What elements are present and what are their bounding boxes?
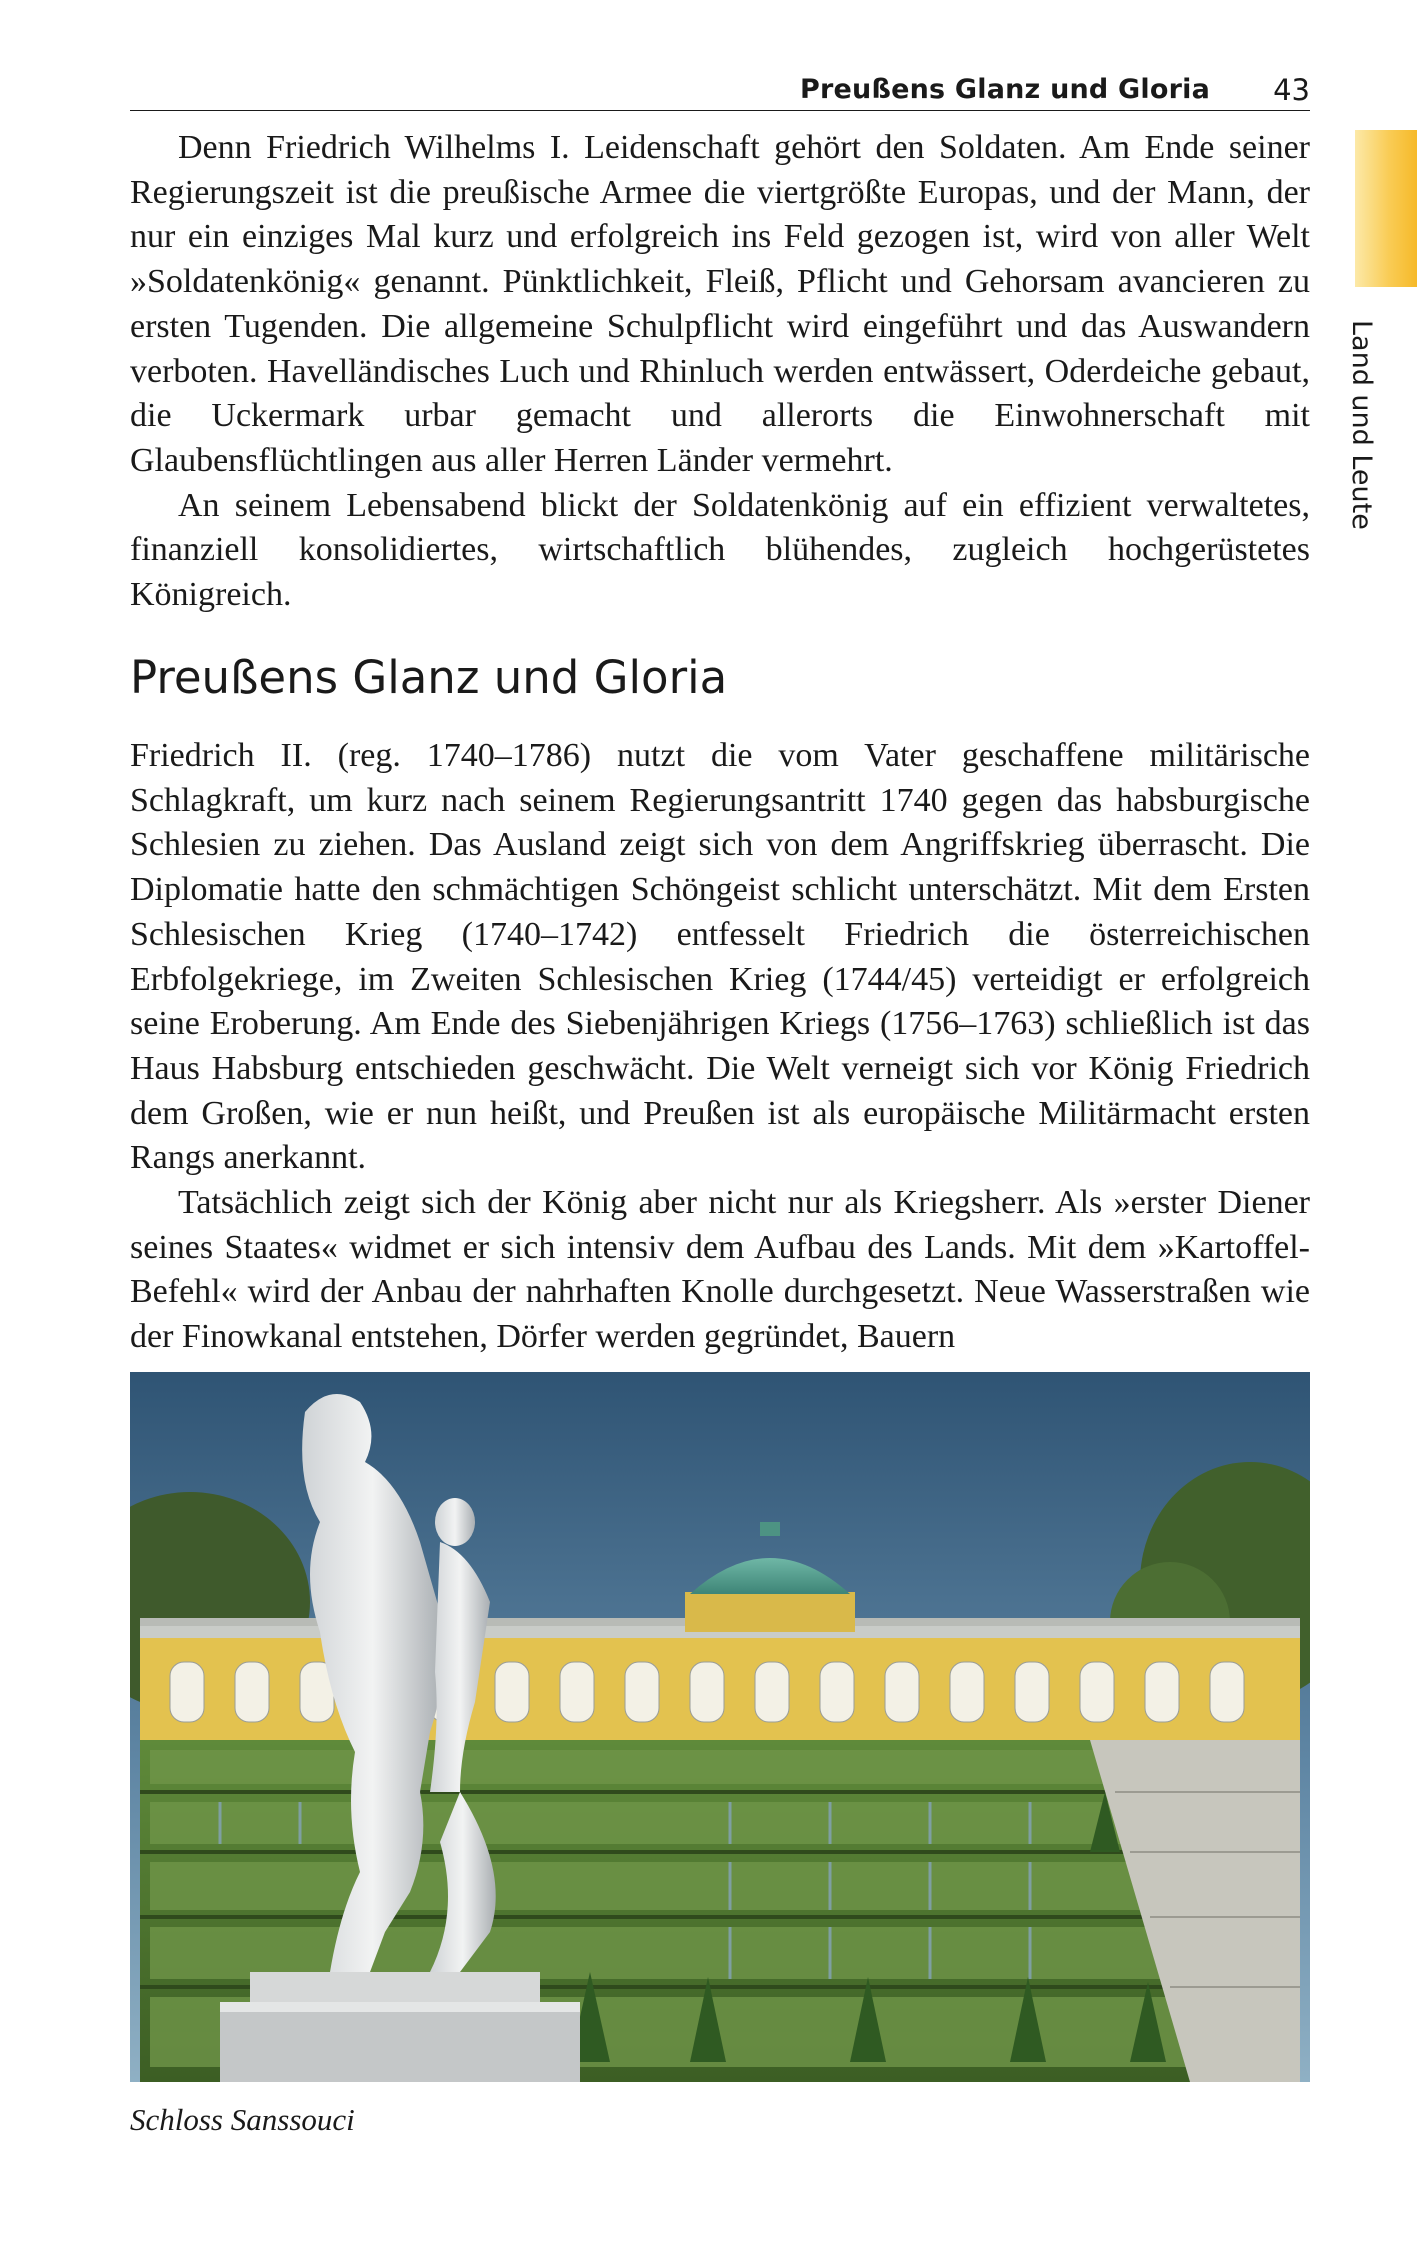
paragraph: Denn Friedrich Wilhelms I. Leidenschaft gehört den Soldaten. Am Ende seiner Regierungszeit ist die preußische Armee die viertgrößte Europas, und der Mann, der nur ein einziges Mal kurz und erfolgreich ins Feld gezogen ist, wird von aller Welt »Soldatenkönig« genannt. Pünktlichkeit, Fleiß, Pflicht und Gehorsam avancieren zu ersten Tugenden. Die allgemeine Schulpflicht wird eingeführt und das Auswandern verboten. Havelländisches Luch und Rhinluch werden entwässert, Oderdeiche gebaut, die Uckermark urbar gemacht und allerorts die Einwohnerschaft mit Glaubensflüchtlingen aus aller Herren Länder vermehrt. (130, 129, 1310, 479)
paragraph: Tatsächlich zeigt sich der König aber nicht nur als Kriegsherr. Als »erster Diener seines Staates« widmet er sich intensiv dem Aufbau des Lands. Mit dem »Kartoffel-Befehl« wird der Anbau der nahrhaften Knolle durchgesetzt. Neue Wasserstraßen wie der Finowkanal entstehen, Dörfer werden gegründet, Bauern (130, 1184, 1310, 1356)
photo-schloss-sanssouci (130, 1372, 1310, 2082)
chapter-thumb-tab (1355, 130, 1417, 287)
paragraph: An seinem Lebensabend blickt der Soldatenkönig auf ein effizient verwaltetes, finanziell konsolidiertes, wirtschaftlich blühendes, zugleich hochgerüstetes Königreich. (130, 486, 1310, 614)
body-text-section (130, 734, 1310, 1360)
paragraph: Friedrich II. (reg. 1740–1786) nutzt die vom Vater geschaffene militärische Schlagkraft, um kurz nach seinem Regierungsantritt 1740 gegen das habsburgische Schlesien zu ziehen. Das Ausland zeigt sich von dem Angriffskrieg überrascht. Die Diplomatie hatte den schmächtigen Schöngeist schlicht unterschätzt. Mit dem Ersten Schlesischen Krieg (1740–1742) entfesselt Friedrich die österreichischen Erbfolgekriege, im Zweiten Schlesischen Krieg (1744/45) verteidigt er erfolgreich seine Eroberung. Am Ende des Siebenjährigen Kriegs (1756–1763) schließlich ist das Haus Habsburg entschieden geschwächt. Die Welt verneigt sich vor König Friedrich dem Großen, wie er nun heißt, und Preußen ist als europäische Militärmacht ersten Rangs anerkannt. (130, 737, 1310, 1177)
running-header (130, 70, 1310, 111)
running-title: Preußens Glanz und Gloria (800, 74, 1210, 105)
photo-caption: Schloss Sanssouci (130, 2102, 355, 2137)
body-text-top (130, 126, 1310, 618)
page-number: 43 (1273, 73, 1310, 107)
section-heading: Preußens Glanz und Gloria (130, 651, 728, 704)
chapter-side-label: Land und Leute (1346, 320, 1377, 530)
